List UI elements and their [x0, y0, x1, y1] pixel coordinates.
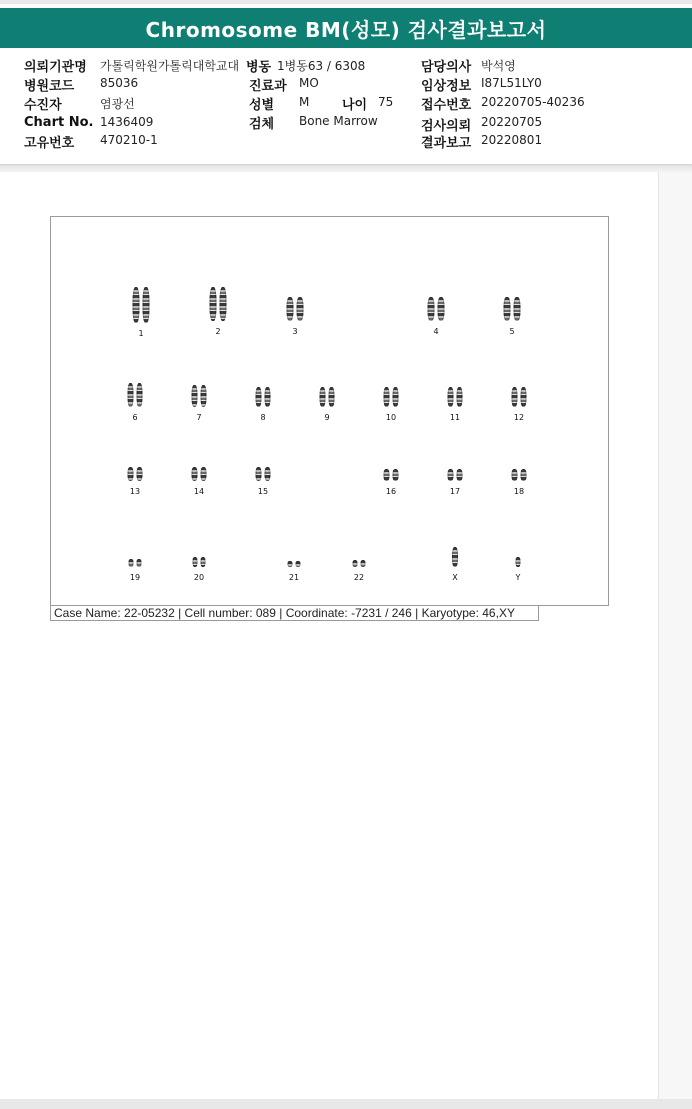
unique-no-value: 470210-1	[100, 133, 158, 147]
chromosome-7	[192, 385, 207, 422]
chromosome-number-label: X	[452, 573, 458, 582]
chromosome-14	[192, 467, 207, 496]
chromosome-18	[512, 469, 527, 496]
report-title: Chromosome BM(성모) 검사결과보고서	[0, 8, 692, 48]
sex-value: M	[299, 95, 310, 109]
chromosome-y	[516, 557, 521, 582]
chromatid	[201, 385, 207, 407]
chromosome-15	[256, 467, 271, 496]
clinical-info-value: I87L51LY0	[481, 76, 542, 90]
hospital-code-value: 85036	[100, 76, 139, 90]
patient-info-section	[0, 52, 692, 164]
test-request-label: 검사의뢰	[421, 119, 472, 134]
chromosome-pair	[256, 387, 271, 407]
test-request-value: 20220705	[481, 115, 543, 129]
chromosome-pair	[192, 467, 207, 481]
right-side-panel	[658, 172, 692, 1099]
chromosome-number-label: 5	[509, 327, 515, 336]
chromosome-20	[193, 557, 206, 582]
chromosome-2	[210, 287, 227, 336]
chromatid	[265, 387, 271, 407]
chromatid	[210, 287, 217, 321]
chromosome-number-label: 19	[129, 573, 141, 582]
chromosome-8	[256, 387, 271, 422]
chromosome-pair	[448, 387, 463, 407]
chromosome-11	[448, 387, 463, 422]
chromatid	[133, 287, 140, 323]
chromosome-5	[504, 297, 521, 336]
chromosome-number-label: 13	[129, 487, 141, 496]
chromosome-number-label: 16	[385, 487, 397, 496]
chromatid	[201, 467, 207, 481]
chromosome-number-label: 7	[196, 413, 202, 422]
doctor-value: 박석영	[481, 59, 516, 73]
chromatid	[384, 387, 390, 407]
chromosome-number-label: 6	[132, 413, 138, 422]
chromatid	[129, 559, 134, 567]
chromatid	[265, 467, 271, 481]
chromatid	[361, 560, 366, 567]
chromosome-pair	[504, 297, 521, 321]
sex-label: 성별	[249, 98, 275, 113]
chromatid	[137, 467, 143, 481]
chromosome-pair	[133, 287, 150, 323]
chromosome-pair	[516, 557, 521, 567]
requesting-org-value: 가톨릭학원가톨릭대학교대	[100, 59, 240, 73]
result-report-label: 결과보고	[421, 136, 472, 151]
chromosome-number-label: 11	[449, 413, 461, 422]
receipt-no-value: 20220705-40236	[481, 95, 585, 109]
chromatid	[201, 557, 206, 567]
chromatid	[512, 387, 518, 407]
chromosome-pair	[512, 469, 527, 481]
chromosome-pair	[353, 560, 366, 567]
specimen-value: Bone Marrow	[299, 114, 378, 128]
chromosome-number-label: 1	[138, 329, 144, 338]
chromosome-pair	[320, 387, 335, 407]
chromosome-3	[287, 297, 304, 336]
chromatid	[457, 469, 463, 481]
chromatid	[521, 469, 527, 481]
chromosome-10	[384, 387, 399, 422]
chromatid	[448, 469, 454, 481]
chart-no-label: Chart No.	[24, 115, 94, 130]
chromosome-13	[128, 467, 143, 496]
chromatid	[256, 387, 262, 407]
chromatid	[353, 560, 358, 567]
department-label: 진료과	[249, 79, 287, 94]
chromosome-4	[428, 297, 445, 336]
doctor-label: 담당의사	[421, 60, 472, 75]
chromosome-17	[448, 469, 463, 496]
chromatid	[297, 297, 304, 321]
chromosome-x	[452, 547, 458, 582]
chromosome-pair	[192, 385, 207, 407]
chromatid	[193, 557, 198, 567]
hospital-code-label: 병원코드	[24, 79, 75, 94]
chromosome-number-label: 22	[353, 573, 365, 582]
chromosome-12	[512, 387, 527, 422]
chromatid	[393, 387, 399, 407]
chromosome-number-label: 15	[257, 487, 269, 496]
karyogram-image	[50, 216, 609, 606]
age-value: 75	[378, 95, 394, 109]
chart-no-value: 1436409	[100, 115, 154, 129]
chromosome-number-label: 2	[215, 327, 221, 336]
chromosome-22	[353, 560, 366, 582]
department-value: MO	[299, 76, 319, 90]
patient-value: 염광선	[100, 97, 135, 111]
patient-label: 수진자	[24, 98, 62, 113]
chromosome-number-label: 17	[449, 487, 461, 496]
clinical-info-label: 임상정보	[421, 79, 472, 94]
chromatid	[384, 469, 390, 481]
chromatid	[192, 467, 198, 481]
chromosome-pair	[129, 559, 142, 567]
chromatid	[457, 387, 463, 407]
chromosome-number-label: 9	[324, 413, 330, 422]
karyogram-caption: Case Name: 22-05232 | Cell number: 089 | Coordinate: -7231 / 246 | Karyotype: 46,XY	[50, 605, 539, 621]
chromosome-1	[133, 287, 150, 338]
chromosome-pair	[128, 467, 143, 481]
chromatid	[220, 287, 227, 321]
chromosome-number-label: 14	[193, 487, 205, 496]
chromatid	[329, 387, 335, 407]
chromosome-pair	[210, 287, 227, 321]
section-divider	[0, 164, 692, 172]
chromosome-pair	[128, 383, 143, 407]
chromosome-pair	[448, 469, 463, 481]
chromosome-number-label: 21	[288, 573, 300, 582]
requesting-org-label: 의뢰기관명	[24, 60, 87, 75]
chromatid	[448, 387, 454, 407]
chromosome-number-label: 18	[513, 487, 525, 496]
chromatid	[296, 561, 301, 567]
chromatid	[428, 297, 435, 321]
chromatid	[137, 559, 142, 567]
chromatid	[320, 387, 326, 407]
chromatid	[143, 287, 150, 323]
specimen-label: 검체	[249, 117, 275, 132]
chromatid	[393, 469, 399, 481]
chromatid	[514, 297, 521, 321]
chromosome-pair	[287, 297, 304, 321]
chromosome-number-label: 4	[433, 327, 439, 336]
age-label: 나이	[342, 98, 368, 113]
chromosome-pair	[384, 469, 399, 481]
chromatid	[128, 467, 134, 481]
chromatid	[521, 387, 527, 407]
chromosome-pair	[193, 557, 206, 567]
chromosome-pair	[452, 547, 458, 567]
chromosome-number-label: 3	[292, 327, 298, 336]
ward-label: 병동	[246, 60, 272, 75]
chromatid	[287, 297, 294, 321]
bottom-border	[0, 1099, 692, 1109]
chromosome-pair	[384, 387, 399, 407]
chromosome-pair	[512, 387, 527, 407]
receipt-no-label: 접수번호	[421, 98, 472, 113]
chromosome-16	[384, 469, 399, 496]
unique-no-label: 고유번호	[24, 136, 75, 151]
chromatid	[137, 383, 143, 407]
chromatid	[452, 547, 458, 567]
chromosome-pair	[288, 561, 301, 567]
chromosome-number-label: Y	[515, 573, 521, 582]
chromatid	[504, 297, 511, 321]
top-border	[0, 0, 692, 4]
chromosome-pair	[428, 297, 445, 321]
chromosome-number-label: 8	[260, 413, 266, 422]
chromosome-9	[320, 387, 335, 422]
chromatid	[256, 467, 262, 481]
chromatid	[288, 561, 293, 567]
chromosome-6	[128, 383, 143, 422]
result-report-value: 20220801	[481, 133, 543, 147]
chromatid	[128, 383, 134, 407]
chromosome-number-label: 12	[513, 413, 525, 422]
chromosome-21	[288, 561, 301, 582]
chromosome-pair	[256, 467, 271, 481]
ward-value: 1병동63 / 6308	[277, 59, 366, 73]
chromosome-number-label: 10	[385, 413, 397, 422]
chromatid	[516, 557, 521, 567]
chromatid	[192, 385, 198, 407]
chromatid	[512, 469, 518, 481]
chromatid	[438, 297, 445, 321]
chromosome-number-label: 20	[193, 573, 205, 582]
chromosome-19	[129, 559, 142, 582]
